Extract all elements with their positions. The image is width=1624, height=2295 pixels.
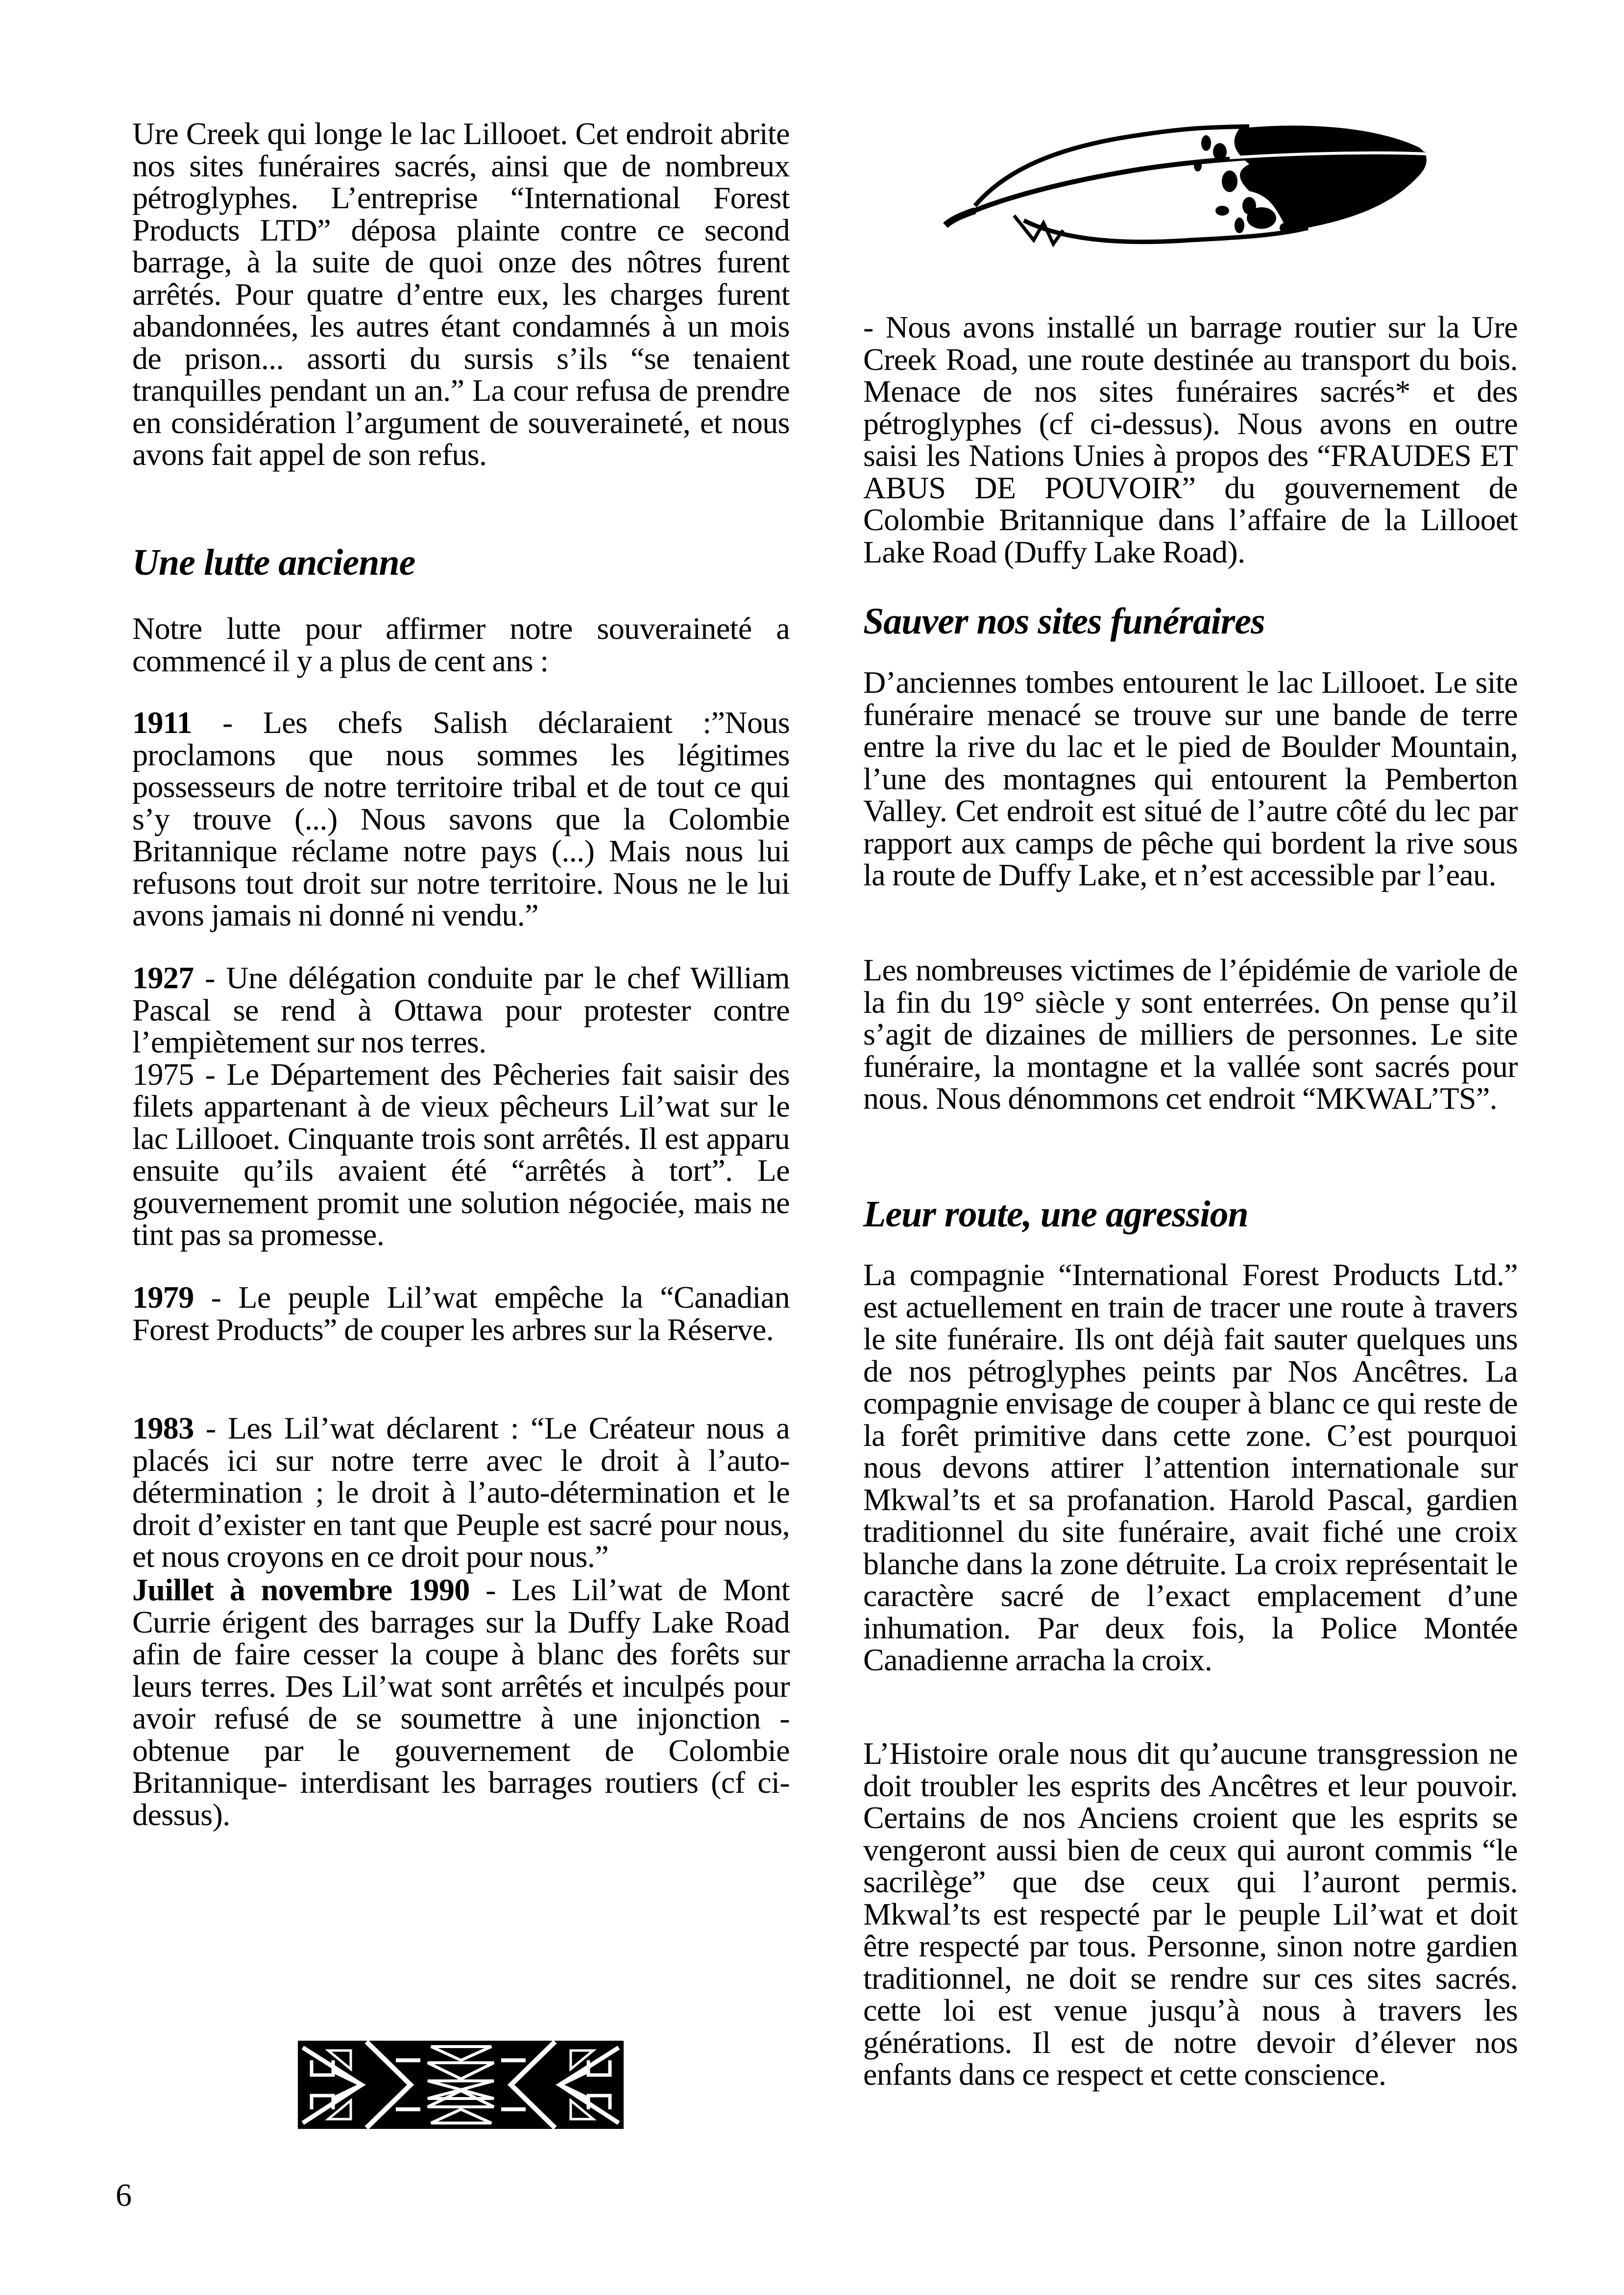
timeline-entry-1983 [132,1412,790,1573]
timeline-text: - Une délégation conduite par le chef William Pascal se rend à Ottawa pour protester contre l’empiètement sur nos terres. [132,960,790,1059]
timeline-year: 1911 [132,705,193,740]
feather-icon [936,118,1430,250]
section-intro-paragraph: Notre lutte pour affirmer notre souveraineté a commencé il y a plus de cent ans : [132,611,790,678]
timeline-year: 1979 [132,1280,194,1315]
section-heading-une-lutte-ancienne: Une lutte ancienne [132,542,415,583]
paragraph: D’anciennes tombes entourent le lac Lillooet. Le site funéraire menacé se trouve sur une bande de terre entre la rive du lac et le pied de Boulder Mountain, l’une des montagnes qui entourent la Pemberton Valley. Cet endroit est situé de l’autre côté du lec par rapport aux camps de pêche qui bordent la rive sous la route de Duffy Lake, et n’est accessible par l’eau. [863,665,1518,892]
intro-paragraph: - Nous avons installé un barrage routier sur la Ure Creek Road, une route destinée au transport du bois. Menace de nos sites funéraires sacrés* et des pétroglyphes (cf ci-dessus). Nous avons en outre saisi les Nations Unies à propos des “FRAUDES ET ABUS DE POUVOIR” du gouvernement de Colombie Britannique dans l’affaire de la Lillooet Lake Road (Duffy Lake Road). [863,310,1518,569]
timeline-entry-1911 [132,707,790,931]
timeline-year: 1983 [132,1411,194,1445]
geometric-pattern-icon [298,2041,624,2129]
page-number: 6 [116,2177,132,2213]
timeline-entry-1979 [132,1281,790,1345]
timeline-year: Juillet à novembre 1990 [132,1572,470,1607]
timeline-entry-1927 [132,962,790,1251]
paragraph: Les nombreuses victimes de l’épidémie de variole de la fin du 19° siècle y sont enterrées. On pense qu’il s’agit de dizaines de milliers de personnes. Le site funéraire, la montagne et la vallée sont sacrés pour nous. Nous dénommons cet endroit “MKWAL’TS”. [863,952,1518,1116]
timeline-text: - Le peuple Lil’wat empêche la “Canadian Forest Products” de couper les arbres sur la Réserve. [132,1280,790,1347]
timeline-entry-1990 [132,1574,790,1831]
intro-paragraph: Ure Creek qui longe le lac Lillooet. Cet endroit abrite nos sites funéraires sacrés, ainsi que de nombreux pétroglyphes. L’entreprise “International Forest Products LTD” déposa plainte contre ce second barrage, à la suite de quoi onze des nôtres furent arrêtés. Pour quatre d’entre eux, les charges furent abandonnées, les autres étant condamnés à un mois de prison... assorti du sursis s’ils “se tenaient tranquilles pendant un an.” La cour refusa de prendre en considération l’argument de souveraineté, et nous avons fait appel de son refus. [132,116,790,472]
paragraph: L’Histoire orale nous dit qu’aucune transgression ne doit troubler les esprits des Ancêtres et leur pouvoir. Certains de nos Anciens croient que les esprits se vengeront aussi bien de ceux qui auront commis “le sacrilège” que dse ceux qui l’auront permis. Mkwal’ts est respecté par le peuple Lil’wat et doit être respecté par tous. Personne, sinon notre gardien traditionnel, ne doit se rendre sur ces sites sacrés. cette loi est venue jusqu’à nous à travers les générations. Il est de notre devoir d’élever nos enfants dans ce respect et cette conscience. [863,1736,1518,2092]
paragraph: La compagnie “International Forest Products Ltd.” est actuellement en train de tracer une route à travers le site funéraire. Ils ont déjà fait sauter quelques uns de nos pétroglyphes peints par Nos Ancêtres. La compagnie envisage de couper à blanc ce qui reste de la forêt primitive dans cette zone. C’est pourquoi nous devons attirer l’attention internationale sur Mkwal’ts et sa profanation. Harold Pascal, gardien traditionnel du site funéraire, avait fiché une croix blanche dans la zone détruite. La croix représentait le caractère sacré de l’exact emplacement d’une inhumation. Par deux fois, la Police Montée Canadienne arracha la croix. [863,1257,1518,1677]
timeline-text: - Les chefs Salish déclaraient :”Nous proclamons que nous sommes les légitimes possesseurs de notre territoire tribal et de tout ce qui s’y trouve (...) Nous savons que la Colombie Britannique réclame notre pays (...) Mais nous lui refusons tout droit sur notre territoire. Nous ne le lui avons jamais ni donné ni vendu.” [132,705,790,932]
timeline-text: - Les Lil’wat déclarent : “Le Créateur nous a placés ici sur notre terre avec le droit à l’auto-détermination ; le droit à l’auto-détermination et le droit d’exister en tant que Peuple est sacré pour nous, et nous croyons en ce droit pour nous.” [132,1411,790,1574]
timeline-entry-1975: 1975 - Le Département des Pêcheries fait saisir des filets appartenant à de vieux pêcheurs Lil’wat sur le lac Lillooet. Cinquante trois sont arrêtés. Il est apparu ensuite qu’ils avaient été “arrêtés à tort”. Le gouvernement promit une solution négociée, mais ne tint pas sa promesse. [132,1056,790,1252]
timeline-year: 1927 [132,960,194,995]
section-heading-leur-route: Leur route, une agression [863,1194,1248,1235]
section-heading-sauver-nos-sites: Sauver nos sites funéraires [863,601,1265,642]
timeline-text: - Les Lil’wat de Mont Currie érigent des barrages sur la Duffy Lake Road afin de faire cesser la coupe à blanc des forêts sur leurs terres. Des Lil’wat sont arrêtés et inculpés pour avoir refusé de se soumettre à une injonction -obtenue par le gouvernement de Colombie Britannique- interdisant les barrages routiers (cf ci-dessus). [132,1572,790,1832]
